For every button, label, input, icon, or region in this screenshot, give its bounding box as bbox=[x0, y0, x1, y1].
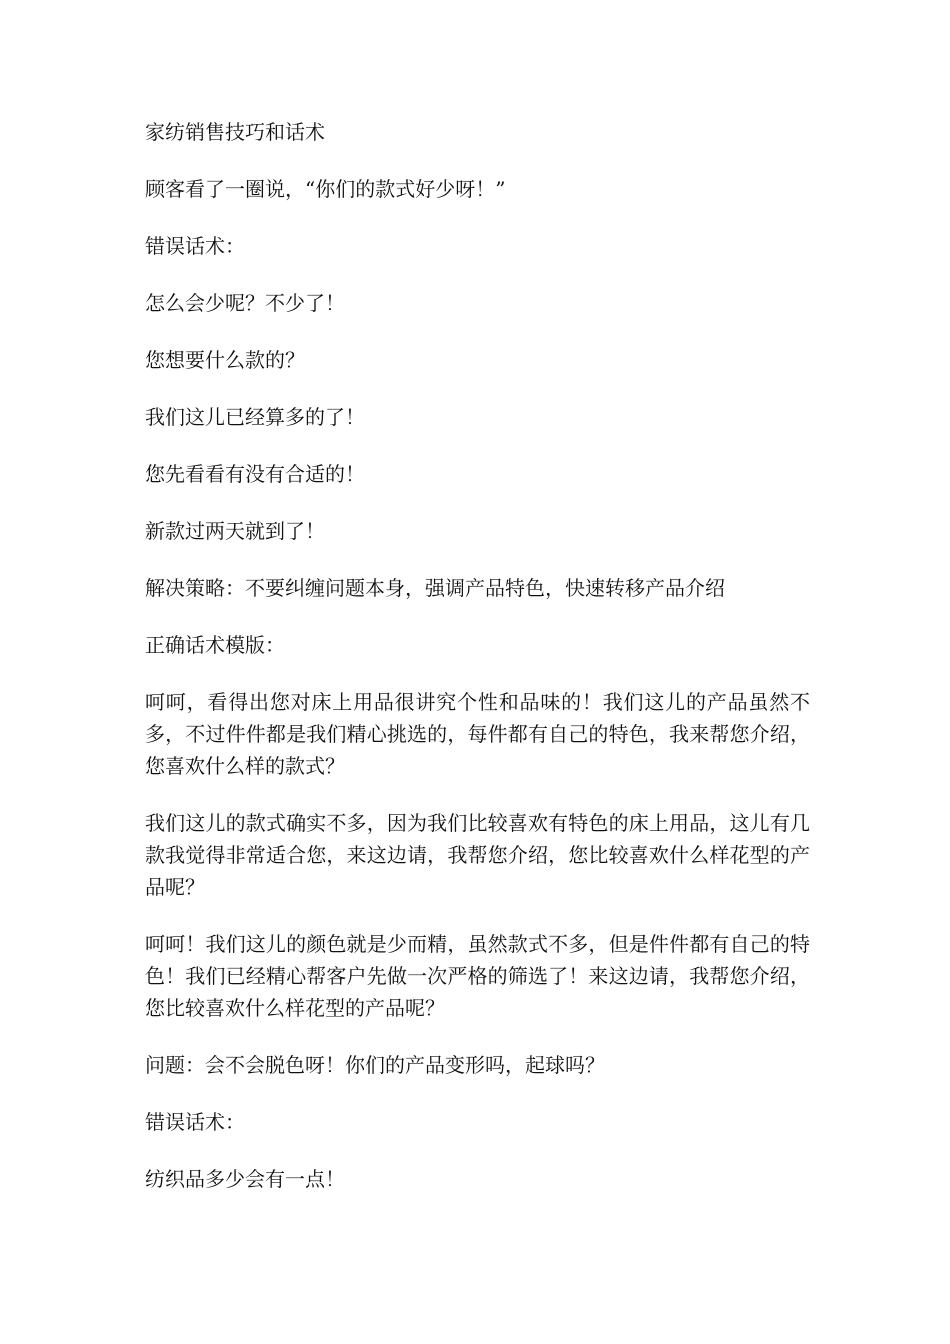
paragraph: 我们这儿已经算多的了！ bbox=[145, 405, 365, 429]
paragraph: 解决策略：不要纠缠问题本身，强调产品特色，快速转移产品介绍 bbox=[145, 576, 725, 600]
document-body bbox=[145, 116, 810, 1220]
paragraph: 纺织品多少会有一点！ bbox=[145, 1167, 345, 1191]
paragraph: 顾客看了一圈说，“你们的款式好少呀！” bbox=[145, 177, 506, 201]
paragraph: 正确话术模版： bbox=[145, 633, 285, 657]
paragraph: 呵呵，看得出您对床上用品很讲究个性和品味的！我们这儿的产品虽然不多，不过件件都是我们精心挑选的，每件都有自己的特色，我来帮您介绍，您喜欢什么样的款式？ bbox=[145, 690, 810, 778]
paragraph: 怎么会少呢？不少了！ bbox=[145, 291, 345, 315]
paragraph: 新款过两天就到了！ bbox=[145, 519, 325, 543]
paragraph: 您先看看有没有合适的！ bbox=[145, 462, 365, 486]
paragraph: 呵呵！我们这儿的颜色就是少而精，虽然款式不多，但是件件都有自己的特色！我们已经精心帮客户先做一次严格的筛选了！来这边请，我帮您介绍，您比较喜欢什么样花型的产品呢？ bbox=[145, 932, 810, 1020]
paragraph: 问题：会不会脱色呀！你们的产品变形吗，起球吗？ bbox=[145, 1053, 605, 1077]
document-title: 家纺销售技巧和话术 bbox=[145, 120, 325, 144]
paragraph: 错误话术： bbox=[145, 234, 245, 258]
paragraph: 错误话术： bbox=[145, 1110, 245, 1134]
paragraph: 我们这儿的款式确实不多，因为我们比较喜欢有特色的床上用品，这儿有几款我觉得非常适合您，来这边请，我帮您介绍，您比较喜欢什么样花型的产品呢？ bbox=[145, 811, 810, 899]
paragraph: 您想要什么款的？ bbox=[145, 348, 305, 372]
